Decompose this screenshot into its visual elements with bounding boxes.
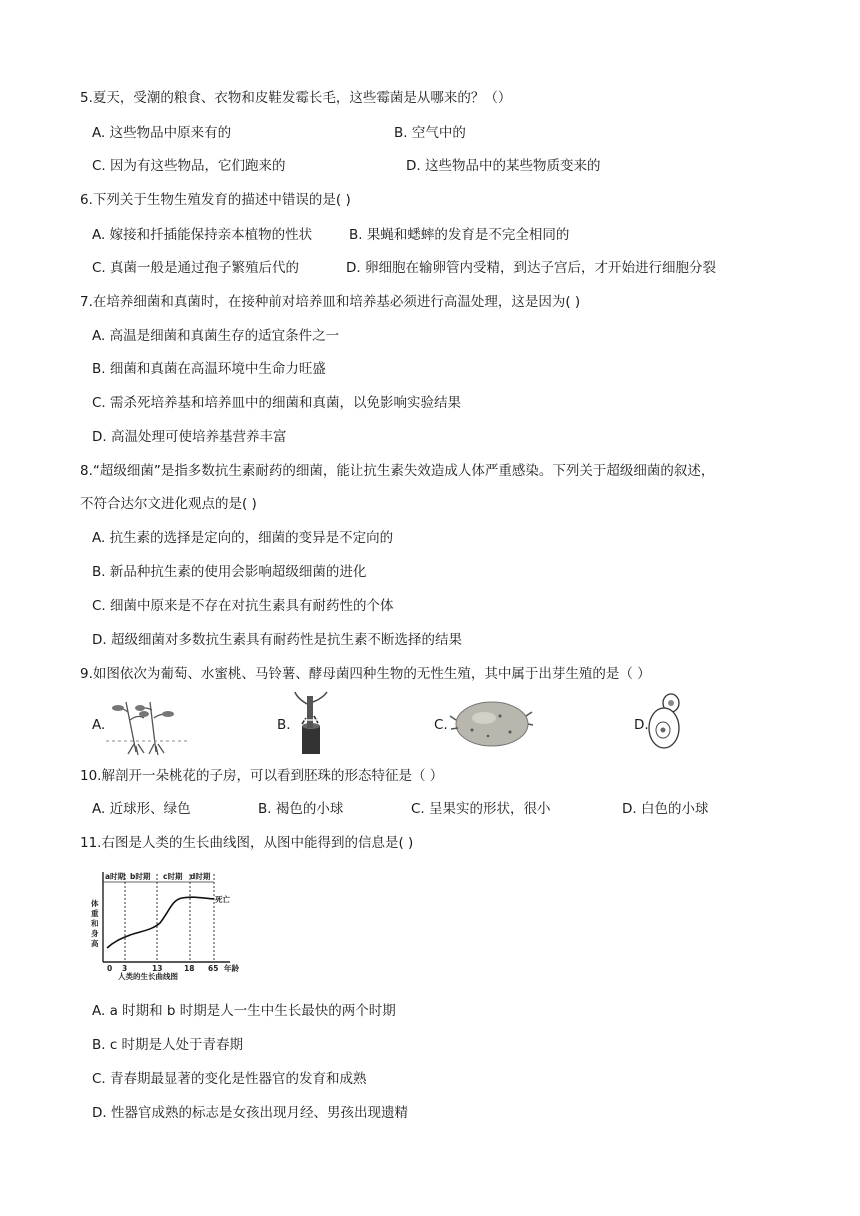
chart-caption: 人类的生长曲线图 [118, 972, 178, 980]
q5-option-d: D. 这些物品中的某些物质变来的 [406, 158, 601, 174]
period-a-label: a时期 [105, 872, 126, 881]
death-label: 死亡 [215, 895, 230, 904]
q6-option-c: C. 真菌一般是通过孢子繁殖后代的 [92, 260, 300, 276]
q8-option-c: C. 细菌中原来是不存在对抗生素具有耐药性的个体 [92, 598, 394, 614]
q9-option-b-label: B. [277, 717, 291, 733]
q7-option-b: B. 细菌和真菌在高温环境中生命力旺盛 [92, 361, 326, 377]
q9-option-d-label: D. [634, 717, 649, 733]
question-9-stem: 9.如图依次为葡萄、水蜜桃、马铃薯、酵母菌四种生物的无性生殖，其中属于出芽生殖的是（ ） [80, 666, 651, 682]
potato-tuber-image [448, 694, 534, 752]
period-b-label: b时期 [130, 872, 151, 881]
period-d-label: d时期 [190, 872, 211, 881]
q5-option-a: A. 这些物品中原来有的 [92, 125, 232, 141]
q11-option-a: A. a 时期和 b 时期是人一生中生长最快的两个时期 [92, 1003, 396, 1019]
question-8-stem: 8.“超级细菌”是指多数抗生素耐药的细菌，能让抗生素失效造成人体严重感染。下列关于超级细菌的叙述， [80, 463, 715, 479]
y-label-char: 身 [91, 929, 99, 938]
x-axis-unit: 年龄 [224, 964, 239, 973]
x-tick-label: 65 [208, 964, 219, 973]
question-8-stem-continued: 不符合达尔文进化观点的是( ) [80, 496, 257, 512]
question-11-stem: 11.右图是人类的生长曲线图，从图中能得到的信息是( ) [80, 835, 414, 851]
question-10-stem: 10.解剖开一朵桃花的子房，可以看到胚珠的形态特征是（ ） [80, 768, 444, 784]
y-label-char: 高 [91, 939, 99, 948]
q6-option-b: B. 果蝇和蟋蟀的发育是不完全相同的 [349, 227, 570, 243]
q10-option-a: A. 近球形、绿色 [92, 801, 191, 817]
q5-option-c: C. 因为有这些物品，它们跑来的 [92, 158, 286, 174]
q9-option-a-label: A. [92, 717, 106, 733]
x-tick-label: 13 [152, 964, 163, 973]
q6-option-d: D. 卵细胞在输卵管内受精，到达子宫后，才开始进行细胞分裂 [346, 260, 716, 276]
q7-option-d: D. 高温处理可使培养基营养丰富 [92, 429, 287, 445]
x-tick-label: 3 [122, 964, 128, 973]
q6-option-a: A. 嫁接和扦插能保持亲本植物的性状 [92, 227, 313, 243]
y-label-char: 重 [91, 909, 99, 918]
grape-cutting-image [106, 694, 190, 756]
question-6-stem: 6.下列关于生物生殖发育的描述中错误的是( ) [80, 192, 351, 208]
q7-option-a: A. 高温是细菌和真菌生存的适宜条件之一 [92, 328, 340, 344]
q5-option-b: B. 空气中的 [394, 125, 466, 141]
peach-grafting-image [292, 690, 332, 756]
q7-option-c: C. 需杀死培养基和培养皿中的细菌和真菌，以免影响实验结果 [92, 395, 462, 411]
question-7-stem: 7.在培养细菌和真菌时，在接种前对培养皿和培养基必须进行高温处理，这是因为( ) [80, 294, 581, 310]
y-label-char: 和 [91, 919, 99, 928]
x-tick-label: 18 [184, 964, 195, 973]
q10-option-c: C. 呈果实的形状，很小 [411, 801, 551, 817]
q10-option-b: B. 褐色的小球 [258, 801, 344, 817]
q8-option-a: A. 抗生素的选择是定向的，细菌的变异是不定向的 [92, 530, 394, 546]
q11-option-b: B. c 时期是人处于青春期 [92, 1037, 244, 1053]
q10-option-d: D. 白色的小球 [622, 801, 709, 817]
yeast-budding-image [646, 690, 686, 756]
q11-option-c: C. 青春期最显著的变化是性器官的发育和成熟 [92, 1071, 367, 1087]
growth-curve-line [107, 897, 214, 948]
x-tick-label: 0 [107, 964, 113, 973]
q11-option-d: D. 性器官成熟的标志是女孩出现月经、男孩出现遗精 [92, 1105, 408, 1121]
period-c-label: c时期 [163, 872, 183, 881]
q8-option-d: D. 超级细菌对多数抗生素具有耐药性是抗生素不断选择的结果 [92, 632, 462, 648]
q9-option-c-label: C. [434, 717, 448, 733]
q8-option-b: B. 新品种抗生素的使用会影响超级细菌的进化 [92, 564, 367, 580]
human-growth-curve-chart [86, 868, 246, 980]
y-label-char: 体 [91, 899, 99, 908]
question-5-stem: 5.夏天，受潮的粮食、衣物和皮鞋发霉长毛，这些霉菌是从哪来的？（） [80, 90, 512, 106]
